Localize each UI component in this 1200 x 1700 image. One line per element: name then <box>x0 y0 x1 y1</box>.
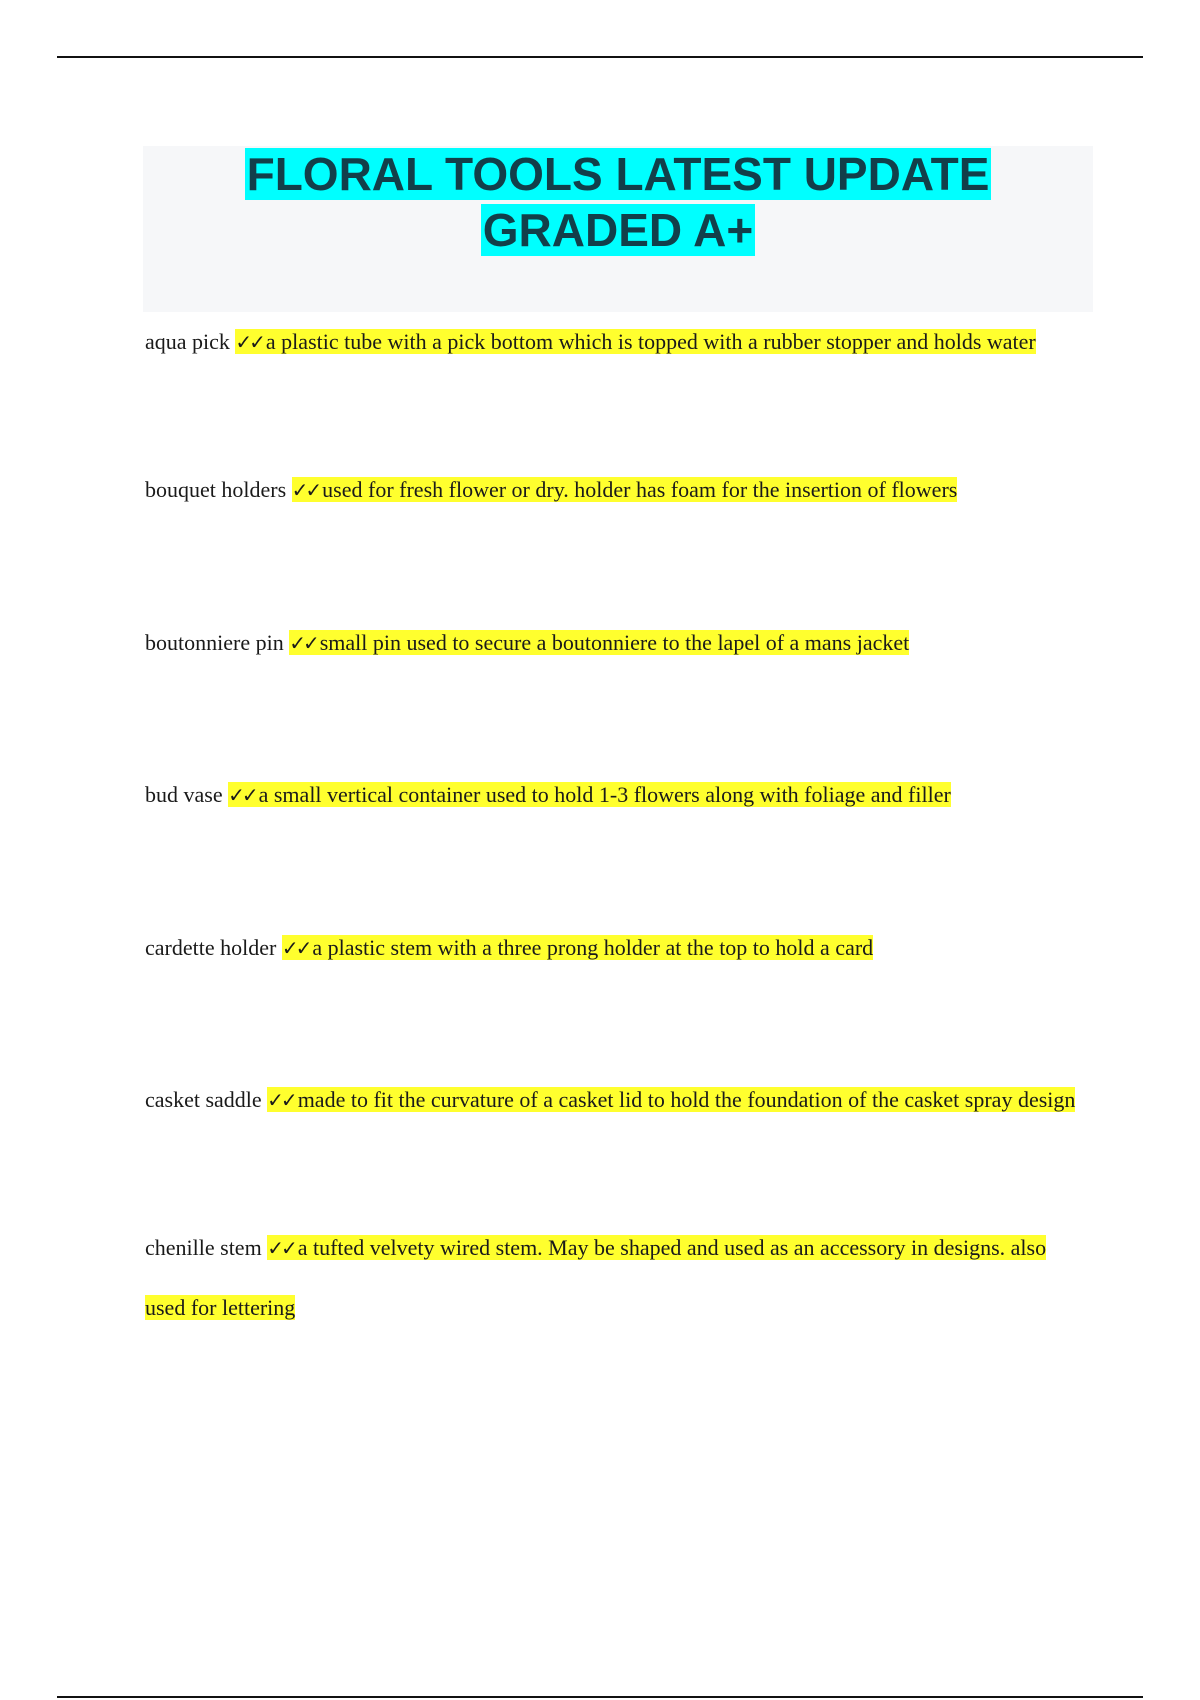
glossary-entry <box>145 1070 1085 1130</box>
entry-definition: a tufted velvety wired stem. May be shaped and used as an accessory in designs. also used for lettering <box>145 1235 1047 1320</box>
top-rule <box>57 56 1143 58</box>
check-mark-icon: ✓✓ <box>289 631 317 655</box>
entry-definition-highlight <box>289 630 909 655</box>
glossary-entry <box>145 1218 1085 1338</box>
entry-definition-highlight <box>267 1087 1075 1112</box>
entry-term: aqua pick <box>145 329 230 354</box>
entry-definition-highlight <box>228 782 951 807</box>
entry-term: bouquet holders <box>145 477 287 502</box>
entry-definition: used for fresh flower or dry. holder has foam for the insertion of flowers <box>322 477 958 502</box>
entry-definition-highlight <box>235 329 1035 354</box>
title-band <box>143 146 1093 312</box>
glossary-entry <box>145 765 1085 825</box>
bottom-rule <box>57 1696 1143 1698</box>
entry-term: bud vase <box>145 782 223 807</box>
title-line-1: FLORAL TOOLS LATEST UPDATE <box>246 148 990 200</box>
entry-term: cardette holder <box>145 935 277 960</box>
title-line-2: GRADED A+ <box>482 204 754 256</box>
check-mark-icon: ✓✓ <box>267 1088 295 1112</box>
entry-definition: a plastic tube with a pick bottom which is topped with a rubber stopper and holds water <box>265 329 1036 354</box>
entry-term: boutonniere pin <box>145 630 284 655</box>
page-title <box>143 146 1093 258</box>
glossary-entry <box>145 460 1085 520</box>
glossary-entry <box>145 918 1085 978</box>
glossary-list <box>145 312 1085 1338</box>
check-mark-icon: ✓✓ <box>281 936 310 960</box>
entry-definition-highlight <box>292 477 958 502</box>
entry-term: chenille stem <box>145 1235 262 1260</box>
entry-term: casket saddle <box>145 1087 262 1112</box>
glossary-entry <box>145 312 1085 372</box>
check-mark-icon: ✓✓ <box>235 330 263 354</box>
entry-definition: a small vertical container used to hold 1-3 flowers along with foliage and filler <box>258 782 951 807</box>
glossary-entry <box>145 613 1085 673</box>
entry-definition-highlight <box>145 1235 1046 1320</box>
check-mark-icon: ✓✓ <box>228 783 256 807</box>
entry-definition: made to fit the curvature of a casket lid to hold the foundation of the casket spray design <box>297 1087 1076 1112</box>
entry-definition: small pin used to secure a boutonniere to the lapel of a mans jacket <box>319 630 910 655</box>
check-mark-icon: ✓✓ <box>267 1236 295 1260</box>
entry-definition-highlight <box>282 935 873 960</box>
entry-definition: a plastic stem with a three prong holder at the top to hold a card <box>312 935 874 960</box>
check-mark-icon: ✓✓ <box>291 478 320 502</box>
